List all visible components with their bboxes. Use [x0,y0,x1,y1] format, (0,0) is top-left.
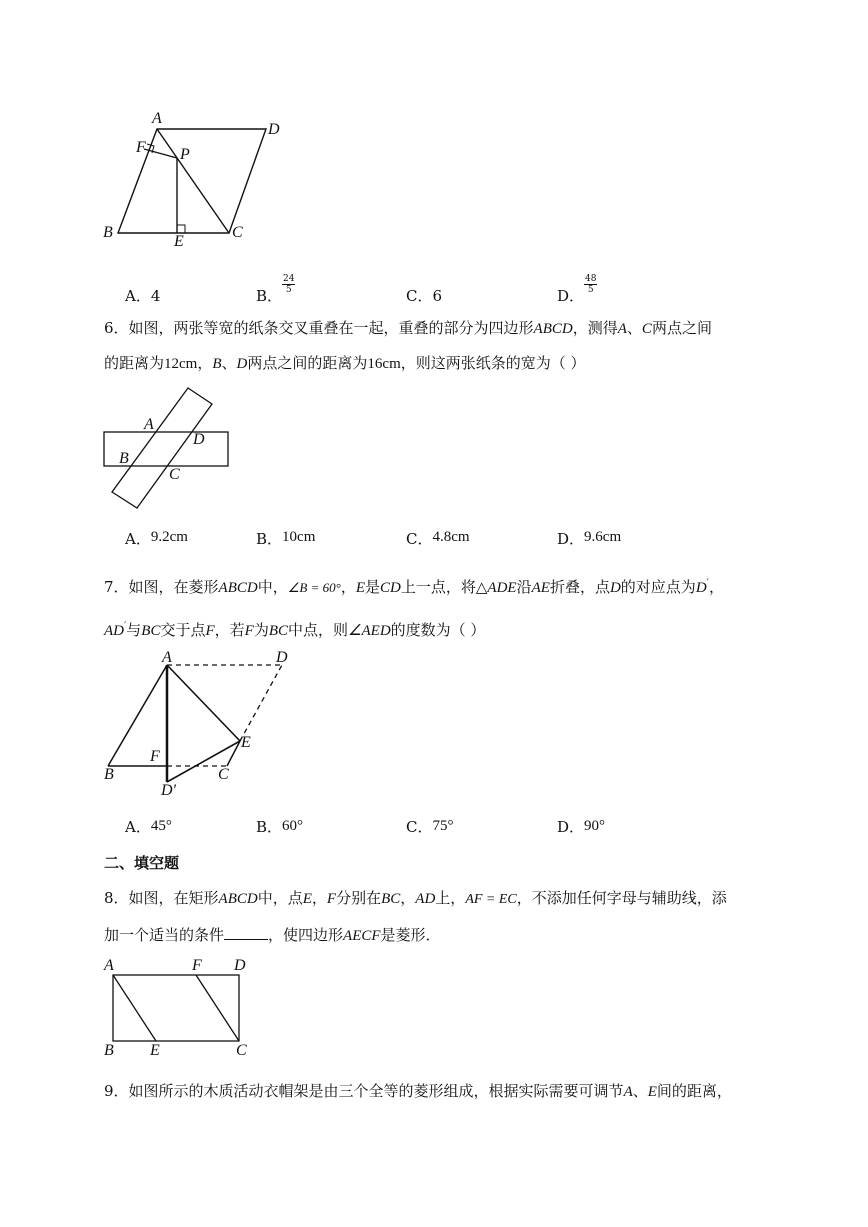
q5-label-e: E [174,233,184,250]
q7-label-d-prime: D′ [161,782,177,799]
q5-label-p: P [180,146,190,163]
q5-label-d: D [268,121,280,138]
q8-label-f: F [192,957,202,974]
q8-line-2: 加一个适当的条件 ，使四边形AECF是菱形． [104,926,441,944]
q6-option-d[interactable]: D．9.6cm [557,529,622,548]
q7-label-b: B [104,766,114,783]
q6-label-a: A [144,416,154,433]
q7-label-f: F [150,748,160,765]
q8-line-1: 8．如图，在矩形ABCD中，点E，F分别在BC，AD上，AF = EC，不添加任何字母与辅助线，添 [104,889,727,907]
q6-option-c[interactable]: C．4.8cm [406,529,470,548]
q7-label-d: D [276,649,288,666]
q8-label-d: D [234,957,246,974]
q7-option-d[interactable]: D．90° [557,818,606,836]
q8-label-e: E [150,1042,160,1059]
q8-rectangle [113,975,239,1041]
q6-option-a[interactable]: A．9.2cm [125,529,188,548]
option-fraction: $\frac{24}{5}$ [283,273,295,295]
q6-line-2: 的距离为12cm，B、D两点之间的距离为16cm，则这两张纸条的宽为（ ） [104,354,586,372]
q8-label-a: A [104,957,114,974]
q6-line-1: 6．如图，两张等宽的纸条交叉重叠在一起，重叠的部分为四边形ABCD，测得A、C两点之间 [104,319,712,337]
q7-label-c: C [218,766,229,783]
section-heading: 二、填空题 [104,854,180,872]
option-letter: D． [557,287,585,305]
q7-option-c[interactable]: C．75° [406,818,454,836]
q7-option-b[interactable]: B．60° [256,818,304,836]
option-fraction: $\frac{48}{5}$ [585,273,597,295]
q7-option-a[interactable]: A．45° [125,818,172,836]
q8-segment-fc [196,975,239,1041]
q8-label-b: B [104,1042,114,1059]
option-letter: A． [125,287,151,305]
q5-label-b: B [103,224,113,241]
q5-label-a: A [152,110,162,127]
q6-label-c: C [169,466,180,483]
option-value: 4 [150,287,161,305]
q6-label-b: B [119,450,129,467]
option-letter: B． [256,287,283,305]
q6-label-d: D [193,431,205,448]
q8-segment-ae [113,975,156,1041]
q6-option-b[interactable]: B．10cm [256,529,316,548]
q5-label-c: C [232,224,243,241]
option-letter: C． [406,287,433,305]
q9-line-1: 9．如图所示的木质活动衣帽架是由三个全等的菱形组成，根据实际需要可调节A、E间的距离， [104,1082,732,1100]
q5-label-f: F [136,139,146,156]
q7-line-2: AD′与BC交于点F，若F为BC中点，则∠AED的度数为（ ） [104,621,486,639]
q7-line-1: 7．如图，在菱形ABCD中，∠B = 60°，E是CD上一点，将△ADE沿AE折叠，点D的对应点为D′， [104,578,724,596]
q7-label-e: E [241,734,251,751]
option-value: 6 [432,287,443,305]
q8-label-c: C [236,1042,247,1059]
q7-label-a: A [162,649,172,666]
